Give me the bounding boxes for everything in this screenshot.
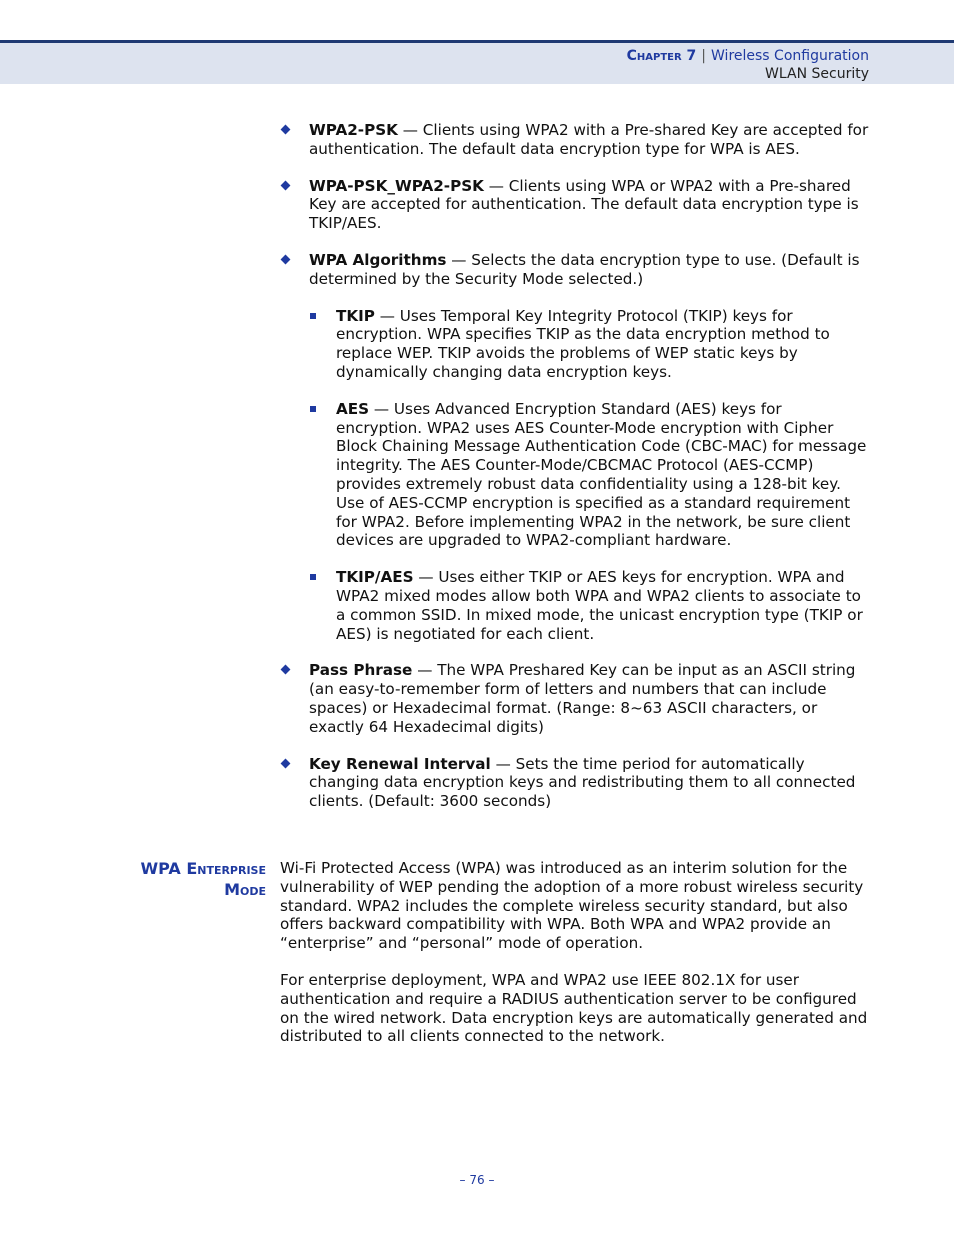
paragraph: For enterprise deployment, WPA and WPA2 use IEEE 802.1X for user authentication and require a RADIUS authentication server to be configured on the wired network. Data encryption keys are automatically generated and distributed to all clients connected to the network. (280, 970, 868, 1046)
list-item (280, 121, 870, 159)
section-heading-line2: Mode (224, 880, 266, 899)
list-item-text: — Clients using WPA or WPA2 with a Pre-shared Key are accepted for authentication. The default data encryption type is TKIP/AES. (309, 176, 859, 233)
sub-list-item-text: — Uses either TKIP or AES keys for encryption. WPA and WPA2 mixed modes allow both WPA and WPA2 clients to associate to a common SSID. In mixed mode, the unicast encryption type (TKIP or AES) is negotiated for each client. (336, 568, 863, 643)
list-item (280, 177, 870, 233)
sub-list-item (280, 307, 870, 382)
section-body (280, 859, 870, 1064)
list-item-term: WPA-PSK_WPA2-PSK (309, 176, 484, 195)
paragraph: Wi-Fi Protected Access (WPA) was introduced as an interim solution for the vulnerability of WEP pending the adoption of a more robust wireless security standard. WPA2 includes the complete wireless security standard, but also offers backward compatibility with WPA. Both WPA and WPA2 provide an “enterprise” and “personal” mode of operation. (280, 859, 864, 953)
list-item-term: WPA2-PSK (309, 121, 398, 139)
header-separator: | (701, 48, 707, 64)
chapter-title: Wireless Configuration (711, 48, 869, 64)
diamond-bullet-icon (281, 180, 291, 190)
sub-list-item-text: — Uses Temporal Key Integrity Protocol (TKIP) keys for encryption. WPA specifies TKIP as the data encryption method to replace WEP. TKIP avoids the problems of WEP static keys by dynamically changing data encryption keys. (336, 306, 830, 381)
list-item-term: WPA Algorithms (309, 250, 447, 269)
section-heading (66, 858, 266, 900)
header-chapter-line (627, 48, 869, 64)
page-header (0, 40, 954, 84)
sub-list-item-term: AES (336, 399, 370, 418)
list-item (280, 251, 870, 289)
sub-list-item (280, 568, 870, 643)
diamond-bullet-icon (281, 125, 291, 135)
diamond-bullet-icon (281, 665, 291, 675)
page-number: – 76 – (459, 1173, 495, 1187)
square-bullet-icon (310, 406, 316, 412)
bullet-list (280, 121, 870, 829)
list-item (280, 661, 870, 736)
list-item-term: Key Renewal Interval (309, 754, 491, 773)
section-heading-line1: WPA Enterprise (140, 859, 266, 878)
list-item-text: — Sets the time period for automatically changing data encryption keys and redistributing them to all connected clients. (Default: 3600 seconds) (309, 754, 856, 811)
sub-list-item-text: — Uses Advanced Encryption Standard (AES) keys for encryption. WPA2 uses AES Counter-Mode encryption with Cipher Block Chaining Message Authentication Code (CBC-MAC) for message integrity. The AES Counter-Mode/CBCMAC Protocol (AES-CCMP) provides extremely robust data confidentiality using a 128-bit key. Use of AES-CCMP encryption is specified as a standard requirement for WPA2. Before implementing WPA2 in the network, be sure client devices are upgraded to WPA2-compliant hardware. (336, 399, 867, 550)
square-bullet-icon (310, 313, 316, 319)
list-item-text: — Clients using WPA2 with a Pre-shared Key are accepted for authentication. The default data encryption type for WPA is AES. (309, 121, 869, 158)
header-section: WLAN Security (765, 66, 869, 82)
chapter-label: Chapter 7 (626, 48, 697, 64)
sub-list-item-term: TKIP (336, 306, 375, 325)
list-item-text: — Selects the data encryption type to use. (Default is determined by the Security Mode selected.) (309, 250, 860, 288)
list-item (280, 755, 870, 811)
diamond-bullet-icon (281, 255, 291, 265)
square-bullet-icon (310, 574, 316, 580)
sub-list-item (280, 400, 870, 550)
list-item-text: — The WPA Preshared Key can be input as an ASCII string (an easy-to-remember form of letters and numbers that can include spaces) or Hexadecimal format. (Range: 8~63 ASCII characters, or exactly 64 Hexadecimal digits) (309, 661, 856, 736)
list-item-term: Pass Phrase (309, 661, 413, 680)
diamond-bullet-icon (281, 758, 291, 768)
sub-list-item-term: TKIP/AES (336, 568, 414, 587)
